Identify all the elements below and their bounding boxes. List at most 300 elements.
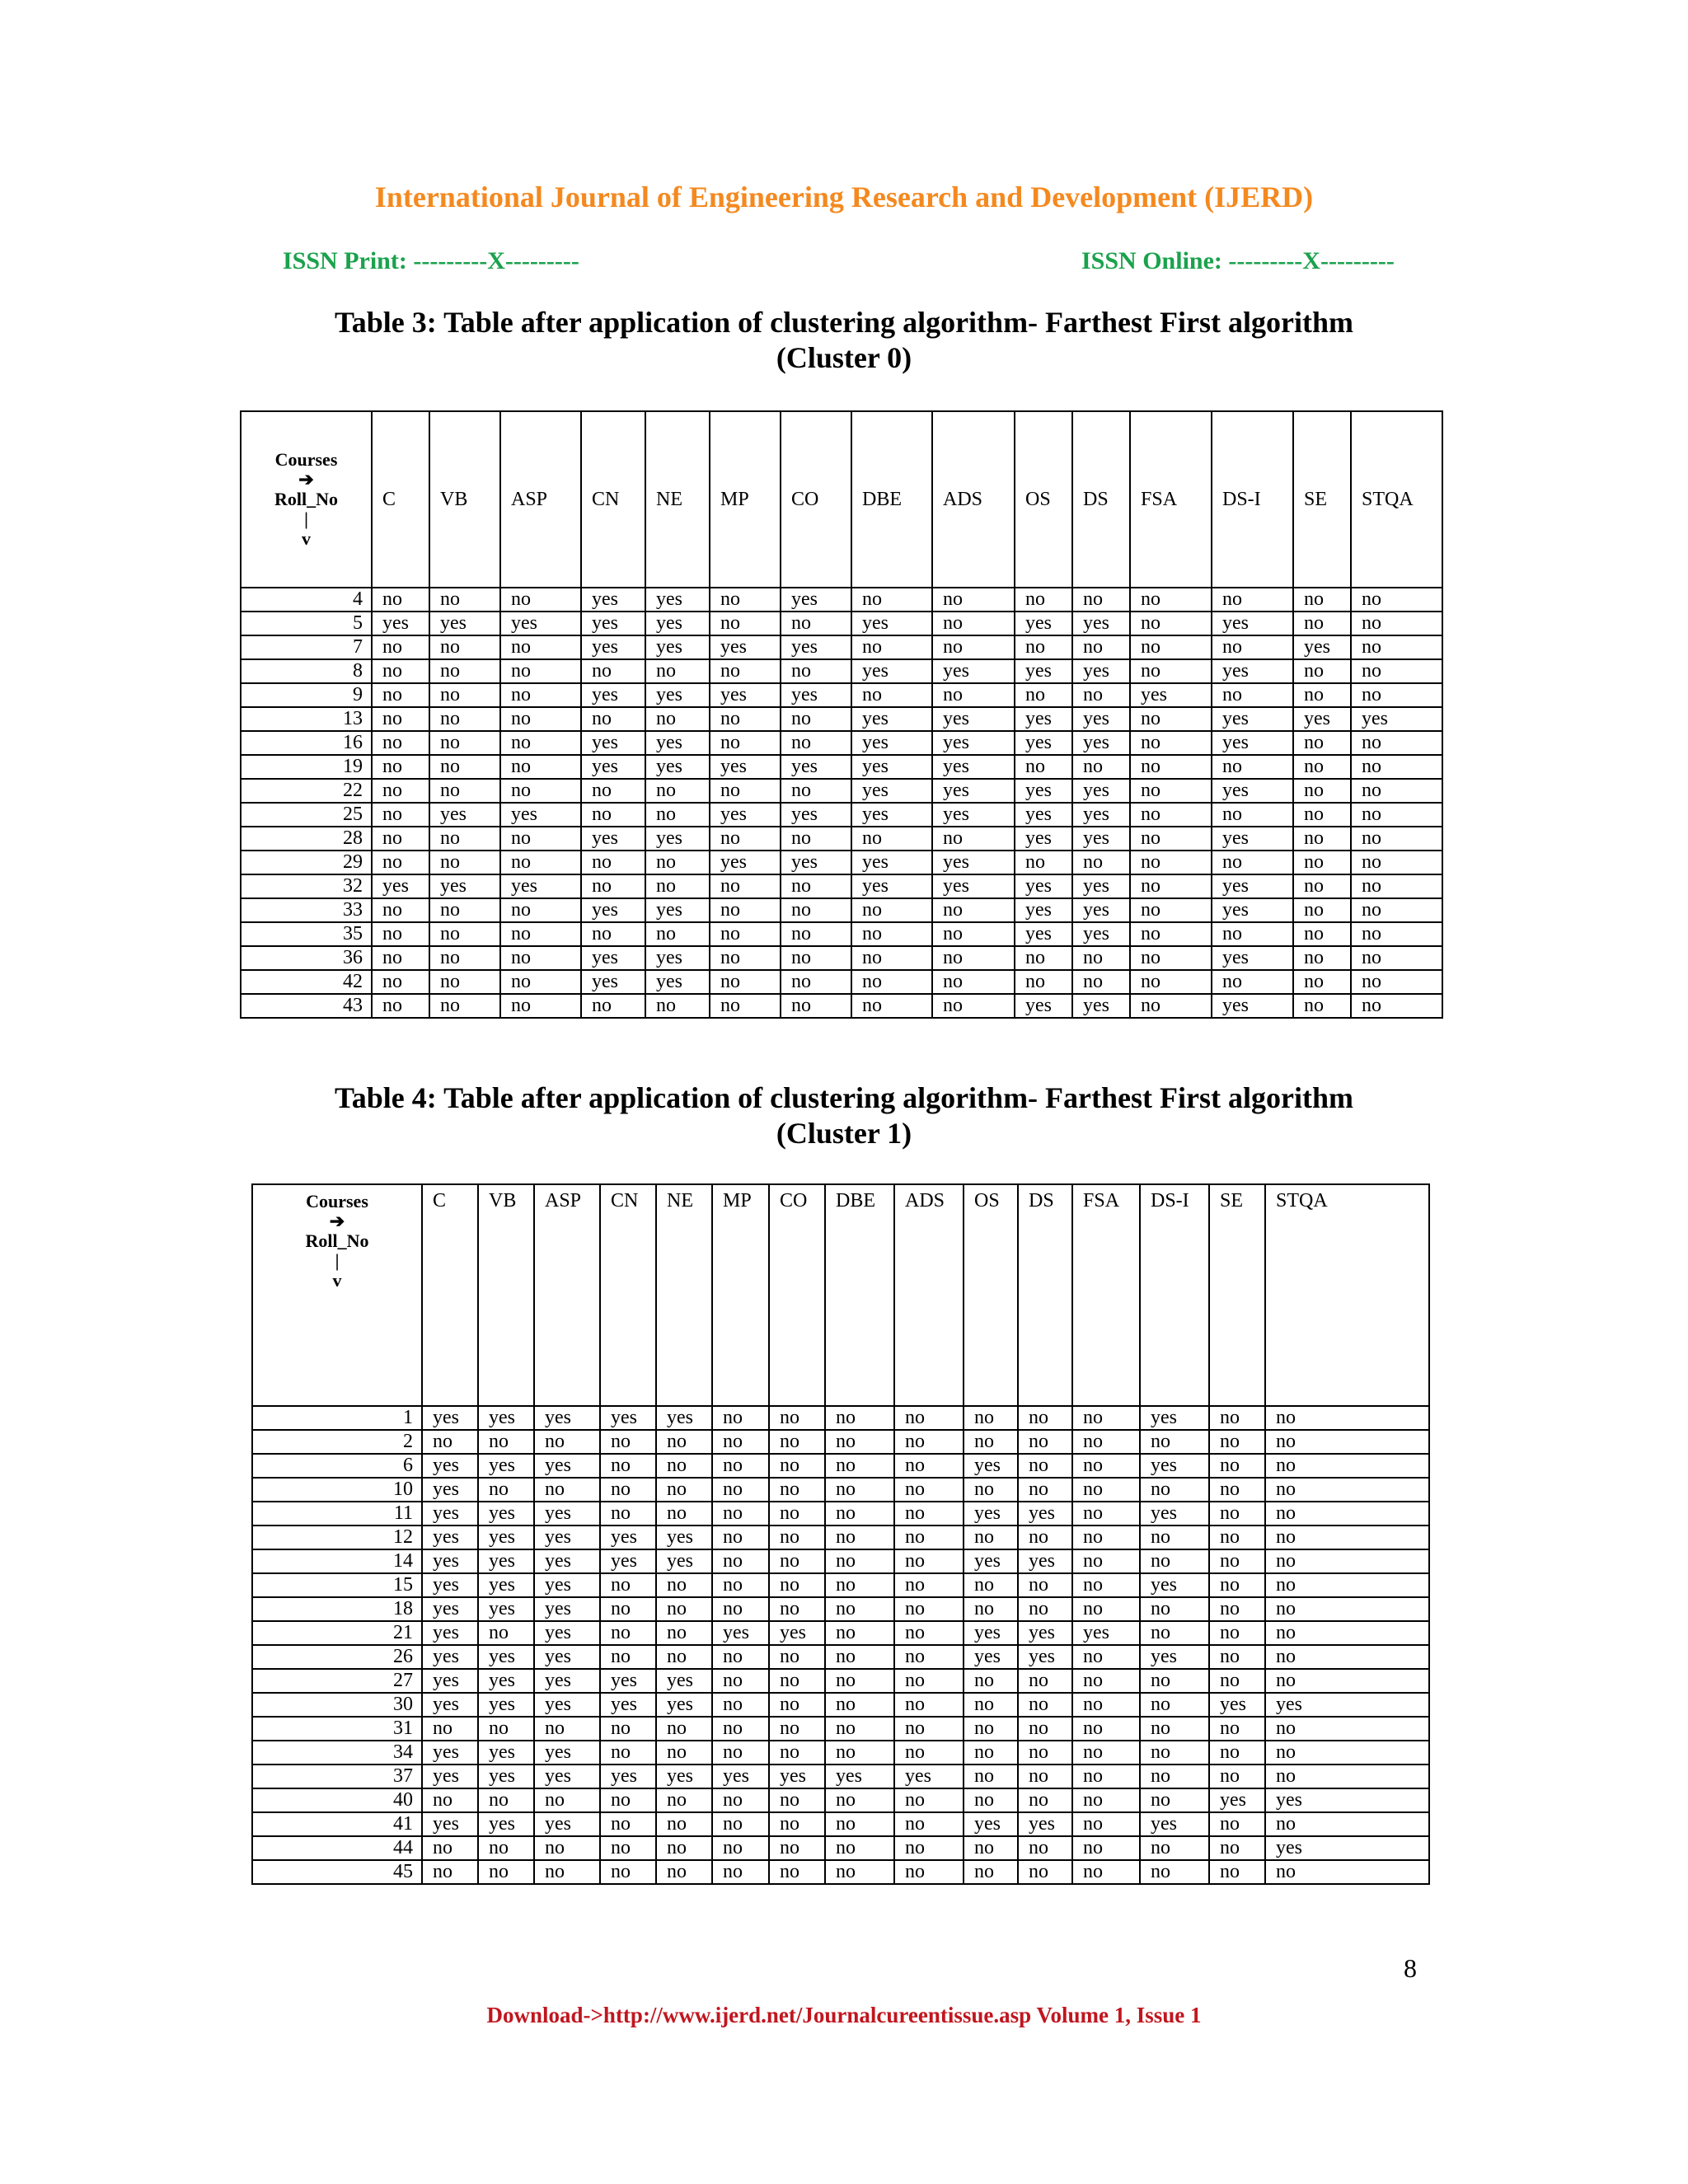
- value-cell: yes: [534, 1669, 600, 1693]
- value-cell: yes: [932, 707, 1015, 731]
- value-cell: no: [769, 1597, 825, 1621]
- value-cell: yes: [581, 827, 645, 851]
- value-cell: yes: [769, 1621, 825, 1645]
- value-cell: no: [1018, 1526, 1072, 1549]
- table-row: [252, 1693, 1429, 1717]
- value-cell: no: [1209, 1765, 1265, 1788]
- value-cell: yes: [422, 1621, 478, 1645]
- table-row: [252, 1669, 1429, 1693]
- value-cell: no: [964, 1765, 1018, 1788]
- value-cell: no: [1130, 635, 1212, 659]
- value-cell: yes: [478, 1812, 534, 1836]
- value-cell: no: [500, 755, 581, 779]
- value-cell: no: [825, 1645, 894, 1669]
- value-cell: yes: [581, 755, 645, 779]
- value-cell: no: [710, 994, 781, 1018]
- table-row: [252, 1526, 1429, 1549]
- value-cell: no: [1212, 635, 1293, 659]
- value-cell: no: [600, 1573, 656, 1597]
- value-cell: no: [769, 1430, 825, 1454]
- value-cell: yes: [534, 1693, 600, 1717]
- value-cell: no: [1265, 1430, 1429, 1454]
- table-row: [252, 1788, 1429, 1812]
- value-cell: yes: [1212, 612, 1293, 635]
- value-cell: no: [894, 1741, 964, 1765]
- value-cell: no: [1265, 1549, 1429, 1573]
- value-cell: no: [1293, 803, 1351, 827]
- value-cell: no: [372, 731, 429, 755]
- value-cell: no: [1015, 635, 1072, 659]
- value-cell: no: [1018, 1741, 1072, 1765]
- value-cell: no: [429, 707, 500, 731]
- value-cell: no: [422, 1836, 478, 1860]
- value-cell: no: [825, 1669, 894, 1693]
- value-cell: no: [478, 1621, 534, 1645]
- value-cell: yes: [534, 1406, 600, 1430]
- table-row: [252, 1502, 1429, 1526]
- roll-number-cell: 6: [252, 1454, 422, 1478]
- value-cell: yes: [1072, 994, 1130, 1018]
- value-cell: no: [500, 827, 581, 851]
- value-cell: no: [825, 1478, 894, 1502]
- value-cell: yes: [645, 612, 710, 635]
- value-cell: yes: [534, 1741, 600, 1765]
- value-cell: no: [1265, 1502, 1429, 1526]
- value-cell: yes: [645, 970, 710, 994]
- roll-number-cell: 15: [252, 1573, 422, 1597]
- value-cell: no: [932, 635, 1015, 659]
- roll-number-cell: 37: [252, 1765, 422, 1788]
- value-cell: no: [1209, 1526, 1265, 1549]
- value-cell: no: [1140, 1788, 1209, 1812]
- value-cell: yes: [478, 1765, 534, 1788]
- value-cell: no: [500, 707, 581, 731]
- journal-title: International Journal of Engineering Research and Development (IJERD): [374, 180, 1314, 213]
- value-cell: yes: [429, 612, 500, 635]
- value-cell: no: [710, 659, 781, 683]
- value-cell: no: [656, 1621, 712, 1645]
- column-header: ADS: [894, 1184, 964, 1406]
- value-cell: no: [1351, 803, 1442, 827]
- corner-courses-label: Courses: [306, 1191, 368, 1212]
- value-cell: no: [500, 683, 581, 707]
- value-cell: yes: [645, 588, 710, 612]
- value-cell: yes: [1015, 803, 1072, 827]
- value-cell: no: [1351, 898, 1442, 922]
- value-cell: no: [710, 970, 781, 994]
- value-cell: yes: [1018, 1621, 1072, 1645]
- value-cell: no: [851, 827, 932, 851]
- value-cell: no: [825, 1717, 894, 1741]
- value-cell: no: [932, 683, 1015, 707]
- table-row: [241, 683, 1442, 707]
- value-cell: no: [1351, 612, 1442, 635]
- value-cell: yes: [422, 1478, 478, 1502]
- value-cell: no: [1209, 1621, 1265, 1645]
- value-cell: no: [1130, 970, 1212, 994]
- value-cell: no: [429, 994, 500, 1018]
- footer-download-link[interactable]: Download->http://www.ijerd.net/Journalcureentissue.asp Volume 1, Issue 1: [486, 2003, 1202, 2027]
- value-cell: yes: [781, 755, 851, 779]
- value-cell: yes: [710, 635, 781, 659]
- column-header: STQA: [1265, 1184, 1429, 1406]
- value-cell: no: [1209, 1549, 1265, 1573]
- value-cell: yes: [851, 755, 932, 779]
- value-cell: yes: [1140, 1812, 1209, 1836]
- value-cell: no: [500, 659, 581, 683]
- value-cell: no: [1293, 994, 1351, 1018]
- value-cell: yes: [1072, 803, 1130, 827]
- value-cell: yes: [1015, 707, 1072, 731]
- value-cell: no: [581, 851, 645, 874]
- column-header: DS: [1072, 411, 1130, 588]
- value-cell: no: [645, 779, 710, 803]
- value-cell: no: [600, 1788, 656, 1812]
- roll-number-cell: 33: [241, 898, 372, 922]
- value-cell: no: [656, 1836, 712, 1860]
- value-cell: no: [1293, 588, 1351, 612]
- value-cell: no: [712, 1860, 769, 1884]
- value-cell: yes: [1015, 827, 1072, 851]
- value-cell: yes: [429, 803, 500, 827]
- value-cell: yes: [851, 851, 932, 874]
- value-cell: yes: [781, 851, 851, 874]
- value-cell: yes: [851, 707, 932, 731]
- value-cell: no: [600, 1502, 656, 1526]
- value-cell: no: [422, 1788, 478, 1812]
- value-cell: no: [781, 946, 851, 970]
- value-cell: no: [372, 755, 429, 779]
- value-cell: no: [645, 707, 710, 731]
- column-header: C: [372, 411, 429, 588]
- value-cell: no: [769, 1454, 825, 1478]
- value-cell: no: [781, 970, 851, 994]
- value-cell: no: [1018, 1478, 1072, 1502]
- value-cell: no: [769, 1717, 825, 1741]
- value-cell: yes: [645, 635, 710, 659]
- corner-courses-label: Courses: [274, 449, 338, 470]
- value-cell: no: [1015, 970, 1072, 994]
- value-cell: no: [1072, 1502, 1140, 1526]
- value-cell: yes: [1212, 874, 1293, 898]
- roll-number-cell: 11: [252, 1502, 422, 1526]
- value-cell: no: [769, 1406, 825, 1430]
- value-cell: yes: [372, 612, 429, 635]
- value-cell: no: [1351, 731, 1442, 755]
- value-cell: no: [1072, 1669, 1140, 1693]
- value-cell: no: [534, 1860, 600, 1884]
- value-cell: yes: [1212, 731, 1293, 755]
- value-cell: no: [894, 1526, 964, 1549]
- value-cell: no: [1072, 1765, 1140, 1788]
- value-cell: no: [581, 707, 645, 731]
- value-cell: no: [656, 1502, 712, 1526]
- value-cell: yes: [932, 659, 1015, 683]
- value-cell: no: [825, 1621, 894, 1645]
- value-cell: no: [500, 731, 581, 755]
- value-cell: yes: [1072, 827, 1130, 851]
- column-header: DBE: [851, 411, 932, 588]
- roll-number-cell: 19: [241, 755, 372, 779]
- value-cell: yes: [825, 1765, 894, 1788]
- value-cell: no: [851, 946, 932, 970]
- value-cell: yes: [645, 946, 710, 970]
- column-header: FSA: [1072, 1184, 1140, 1406]
- table4-caption: [0, 1080, 1688, 1151]
- value-cell: no: [600, 1812, 656, 1836]
- value-cell: no: [600, 1860, 656, 1884]
- value-cell: yes: [500, 803, 581, 827]
- value-cell: no: [712, 1788, 769, 1812]
- value-cell: yes: [478, 1502, 534, 1526]
- value-cell: yes: [429, 874, 500, 898]
- value-cell: no: [1018, 1836, 1072, 1860]
- value-cell: yes: [581, 635, 645, 659]
- value-cell: no: [1018, 1860, 1072, 1884]
- value-cell: no: [825, 1526, 894, 1549]
- value-cell: yes: [581, 588, 645, 612]
- value-cell: yes: [534, 1454, 600, 1478]
- value-cell: no: [894, 1430, 964, 1454]
- value-cell: yes: [656, 1669, 712, 1693]
- value-cell: no: [1018, 1693, 1072, 1717]
- table-row: [241, 707, 1442, 731]
- value-cell: no: [645, 994, 710, 1018]
- value-cell: yes: [894, 1765, 964, 1788]
- value-cell: no: [1351, 946, 1442, 970]
- roll-number-cell: 9: [241, 683, 372, 707]
- value-cell: no: [1265, 1621, 1429, 1645]
- value-cell: yes: [422, 1669, 478, 1693]
- value-cell: no: [1140, 1765, 1209, 1788]
- value-cell: no: [1072, 1693, 1140, 1717]
- value-cell: no: [932, 898, 1015, 922]
- value-cell: no: [656, 1454, 712, 1478]
- value-cell: yes: [422, 1502, 478, 1526]
- value-cell: no: [1072, 1836, 1140, 1860]
- value-cell: no: [656, 1788, 712, 1812]
- value-cell: no: [1140, 1549, 1209, 1573]
- value-cell: yes: [1015, 612, 1072, 635]
- value-cell: no: [781, 707, 851, 731]
- value-cell: yes: [422, 1645, 478, 1669]
- value-cell: no: [1293, 874, 1351, 898]
- value-cell: no: [1212, 922, 1293, 946]
- value-cell: no: [1209, 1860, 1265, 1884]
- roll-number-cell: 34: [252, 1741, 422, 1765]
- value-cell: yes: [932, 779, 1015, 803]
- value-cell: no: [964, 1860, 1018, 1884]
- value-cell: yes: [422, 1526, 478, 1549]
- value-cell: yes: [964, 1621, 1018, 1645]
- value-cell: yes: [851, 731, 932, 755]
- value-cell: no: [1351, 851, 1442, 874]
- value-cell: no: [372, 922, 429, 946]
- value-cell: yes: [422, 1765, 478, 1788]
- value-cell: no: [769, 1645, 825, 1669]
- value-cell: no: [1209, 1717, 1265, 1741]
- column-header: ASP: [500, 411, 581, 588]
- value-cell: no: [1351, 970, 1442, 994]
- table-row: [241, 946, 1442, 970]
- roll-number-cell: 45: [252, 1860, 422, 1884]
- value-cell: no: [825, 1502, 894, 1526]
- value-cell: no: [1293, 779, 1351, 803]
- column-header: CN: [600, 1184, 656, 1406]
- roll-number-cell: 18: [252, 1597, 422, 1621]
- value-cell: no: [932, 612, 1015, 635]
- arrow-down-icon: v: [302, 528, 311, 549]
- table-row: [241, 659, 1442, 683]
- value-cell: no: [581, 779, 645, 803]
- table-row: [252, 1741, 1429, 1765]
- table3-caption: [0, 305, 1688, 376]
- table-row: [241, 898, 1442, 922]
- value-cell: yes: [851, 803, 932, 827]
- roll-number-cell: 14: [252, 1549, 422, 1573]
- value-cell: no: [1140, 1836, 1209, 1860]
- table-row: [252, 1717, 1429, 1741]
- roll-number-cell: 10: [252, 1478, 422, 1502]
- value-cell: no: [500, 851, 581, 874]
- value-cell: yes: [1018, 1812, 1072, 1836]
- value-cell: yes: [478, 1573, 534, 1597]
- value-cell: no: [1072, 1812, 1140, 1836]
- value-cell: no: [1130, 851, 1212, 874]
- value-cell: no: [710, 898, 781, 922]
- value-cell: yes: [645, 755, 710, 779]
- value-cell: no: [372, 827, 429, 851]
- roll-number-cell: 27: [252, 1669, 422, 1693]
- value-cell: yes: [478, 1549, 534, 1573]
- value-cell: no: [1209, 1645, 1265, 1669]
- value-cell: no: [825, 1741, 894, 1765]
- value-cell: no: [1351, 635, 1442, 659]
- value-cell: no: [500, 922, 581, 946]
- value-cell: no: [712, 1693, 769, 1717]
- value-cell: no: [712, 1717, 769, 1741]
- value-cell: no: [500, 779, 581, 803]
- value-cell: yes: [478, 1645, 534, 1669]
- value-cell: no: [894, 1645, 964, 1669]
- value-cell: no: [769, 1836, 825, 1860]
- roll-number-cell: 16: [241, 731, 372, 755]
- value-cell: no: [429, 635, 500, 659]
- value-cell: yes: [1209, 1788, 1265, 1812]
- value-cell: yes: [422, 1549, 478, 1573]
- value-cell: yes: [1140, 1406, 1209, 1430]
- corner-rollno-label: Roll_No: [305, 1230, 369, 1251]
- value-cell: yes: [781, 635, 851, 659]
- value-cell: yes: [1140, 1454, 1209, 1478]
- value-cell: no: [964, 1406, 1018, 1430]
- table-row: [241, 994, 1442, 1018]
- value-cell: no: [500, 635, 581, 659]
- column-header: DS-I: [1212, 411, 1293, 588]
- value-cell: no: [710, 612, 781, 635]
- value-cell: yes: [422, 1597, 478, 1621]
- value-cell: no: [710, 827, 781, 851]
- value-cell: yes: [478, 1669, 534, 1693]
- value-cell: yes: [964, 1549, 1018, 1573]
- value-cell: yes: [534, 1621, 600, 1645]
- value-cell: no: [1015, 683, 1072, 707]
- value-cell: yes: [1015, 874, 1072, 898]
- value-cell: yes: [1072, 779, 1130, 803]
- roll-number-cell: 40: [252, 1788, 422, 1812]
- column-header: SE: [1293, 411, 1351, 588]
- column-header: DS: [1018, 1184, 1072, 1406]
- value-cell: yes: [645, 731, 710, 755]
- value-cell: no: [422, 1430, 478, 1454]
- value-cell: no: [710, 731, 781, 755]
- value-cell: no: [769, 1502, 825, 1526]
- roll-number-cell: 21: [252, 1621, 422, 1645]
- value-cell: no: [1209, 1812, 1265, 1836]
- value-cell: no: [429, 946, 500, 970]
- value-cell: no: [1265, 1597, 1429, 1621]
- value-cell: yes: [1015, 898, 1072, 922]
- value-cell: no: [825, 1836, 894, 1860]
- value-cell: no: [932, 970, 1015, 994]
- table-row: [252, 1645, 1429, 1669]
- value-cell: no: [1140, 1597, 1209, 1621]
- value-cell: no: [1130, 612, 1212, 635]
- value-cell: no: [894, 1573, 964, 1597]
- value-cell: yes: [1130, 683, 1212, 707]
- value-cell: no: [1130, 827, 1212, 851]
- value-cell: no: [1072, 946, 1130, 970]
- value-cell: no: [429, 755, 500, 779]
- value-cell: yes: [600, 1406, 656, 1430]
- value-cell: yes: [932, 755, 1015, 779]
- column-header: NE: [645, 411, 710, 588]
- value-cell: yes: [1072, 731, 1130, 755]
- value-cell: no: [712, 1573, 769, 1597]
- value-cell: no: [712, 1645, 769, 1669]
- roll-number-cell: 42: [241, 970, 372, 994]
- value-cell: yes: [656, 1526, 712, 1549]
- value-cell: yes: [645, 827, 710, 851]
- arrow-down-icon: v: [332, 1270, 342, 1291]
- value-cell: yes: [534, 1765, 600, 1788]
- table-row: [241, 803, 1442, 827]
- value-cell: yes: [1293, 635, 1351, 659]
- value-cell: no: [964, 1836, 1018, 1860]
- value-cell: no: [1018, 1788, 1072, 1812]
- value-cell: no: [964, 1597, 1018, 1621]
- page-number: 8: [1404, 1953, 1417, 1983]
- value-cell: no: [1140, 1693, 1209, 1717]
- value-cell: yes: [1015, 659, 1072, 683]
- roll-number-cell: 30: [252, 1693, 422, 1717]
- value-cell: yes: [1018, 1645, 1072, 1669]
- value-cell: no: [964, 1717, 1018, 1741]
- value-cell: no: [1072, 755, 1130, 779]
- issn-online: ISSN Online: ---------X---------: [1081, 247, 1395, 274]
- value-cell: no: [894, 1836, 964, 1860]
- column-header: ASP: [534, 1184, 600, 1406]
- value-cell: yes: [1072, 659, 1130, 683]
- value-cell: no: [1018, 1406, 1072, 1430]
- corner-cell: [241, 411, 372, 588]
- value-cell: no: [429, 683, 500, 707]
- value-cell: no: [645, 659, 710, 683]
- value-cell: yes: [1015, 922, 1072, 946]
- value-cell: no: [712, 1430, 769, 1454]
- value-cell: yes: [1072, 707, 1130, 731]
- value-cell: yes: [422, 1693, 478, 1717]
